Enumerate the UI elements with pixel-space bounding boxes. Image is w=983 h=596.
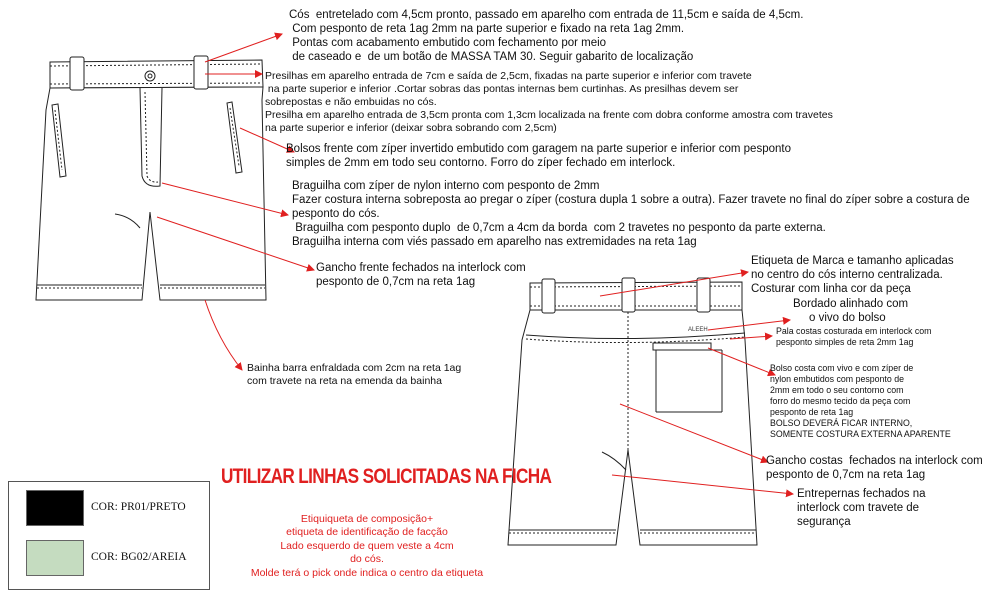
- thread-instructions-headline: UTILIZAR LINHAS SOLICITADAS NA FICHA: [221, 465, 552, 488]
- color-legend: [8, 481, 210, 590]
- note-entrepernas: Entrepernas fechados na interlock com travete de segurança: [797, 488, 926, 528]
- swatch-black: [26, 490, 84, 526]
- note-presilhas: Presilhas em aparelho entrada de 7cm e saída de 2,5cm, fixadas na parte superior e inferior com travete na parte superior e inferior .Cortar sobras das pontas internas bem curtinhas. As presilhas devem ser sobrepostas e não embuidas no cós. Presilha em aparelho entrada de 3,5cm pronta com 1,3cm localizada na frente com dobra conforme amostra com travetes na parte superior e inferior (deixar sobra sobrando com 2,5cm): [265, 70, 833, 134]
- front-belt-loop: [70, 57, 84, 90]
- note-cos: Cós entretelado com 4,5cm pronto, passado em aparelho com entrada de 11,5cm e saída de 4,5cm. Com pesponto de reta 1ag 2mm na parte superior e fixado na reta 1ag 2mm. Pontas com acabamento embutido com fechamento por meio de caseado e de um botão de MASSA TAM 30. Seguir gabarito de localização: [289, 9, 804, 63]
- note-bainha: Bainha barra enfraldada com 2cm na reta 1ag com travete na reta na emenda da bainha: [247, 362, 462, 387]
- waist-button: [145, 71, 155, 81]
- note-bordado: Bordado alinhado com o vivo do bolso: [793, 298, 909, 324]
- label-instructions: Etiquiqueta de composição+ etiqueta de identificação de facção Lado esquerdo de quem veste a 4cm do cós. Molde terá o pick onde indica o centro da etiqueta: [250, 513, 484, 579]
- back-shorts-drawing: [508, 278, 757, 545]
- legend-label-sand: COR: BG02/AREIA: [91, 551, 187, 563]
- note-gancho-frente: Gancho frente fechados na interlock com pesponto de 0,7cm na reta 1ag: [316, 262, 526, 288]
- note-bolsos-frente: Bolsos frente com zíper invertido embutido com garagem na parte superior e inferior com pesponto simples de 2mm em todo seu contorno. Forro do zíper fechado em interlock.: [286, 143, 791, 169]
- note-bolso-costa: Bolso costa com vivo e com zíper de nylon embutidos com pesponto de 2mm em todo o seu contorno com forro do mesmo tecido da peça com pesponto de reta 1ag BOLSO DEVERÁ FICAR INTERNO, SOMENTE COSTURA EXTERNA APARENTE: [770, 363, 951, 439]
- front-belt-loop: [194, 56, 208, 89]
- note-pala-costas: Pala costas costurada em interlock com pesponto simples de reta 2mm 1ag: [776, 326, 932, 347]
- front-shorts-drawing: [36, 56, 266, 300]
- note-gancho-costas: Gancho costas fechados na interlock com pesponto de 0,7cm na reta 1ag: [766, 455, 983, 481]
- legend-label-black: COR: PR01/PRETO: [91, 501, 186, 513]
- note-braguilha: Braguilha com zíper de nylon interno com pesponto de 2mm Fazer costura interna sobreposta ao pregar o zíper (costura dupla 1 sobre a outra). Fazer travete no final do zíper sobre a costura de pesponto do cós. Braguilha com pesponto duplo de 0,7cm a 4cm da borda com 2 travetes no pesponto da parte externa. Braguilha interna com viés passado em aparelho nas extremidades na reta 1ag: [292, 180, 970, 248]
- back-pocket-welt: [653, 343, 711, 350]
- note-etiqueta-marca: Etiqueta de Marca e tamanho aplicadas no centro do cós interno centralizada. Costurar com linha cor da peça: [751, 255, 954, 295]
- swatch-sand: [26, 540, 84, 576]
- back-body: [508, 310, 757, 545]
- back-embroidery-text: ALEEH: [688, 327, 708, 333]
